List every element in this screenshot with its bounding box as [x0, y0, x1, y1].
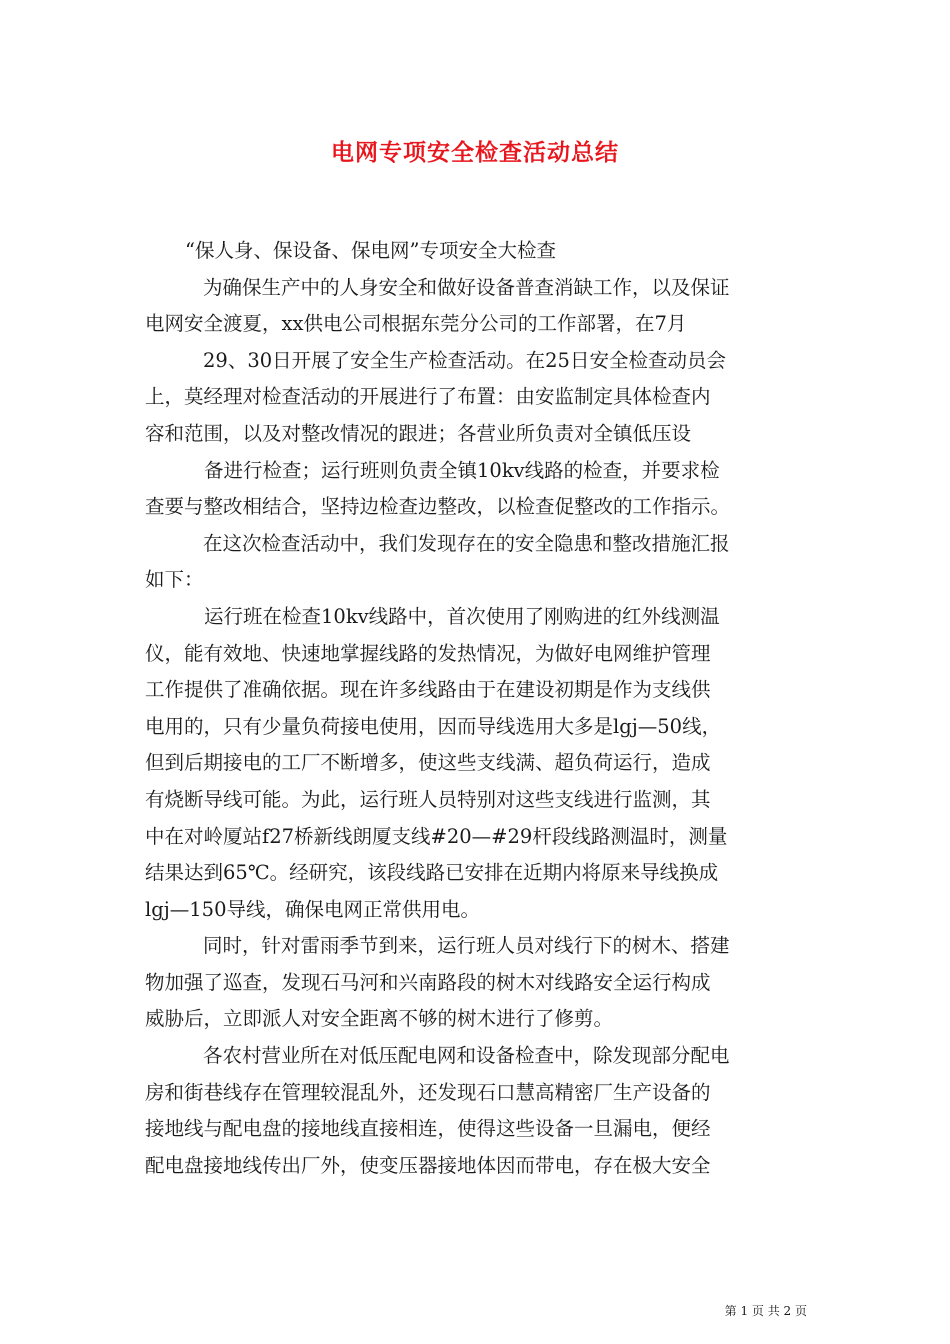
paragraph-line: 上，莫经理对检查活动的开展进行了布置：由安监制定具体检查内 [145, 385, 711, 409]
paragraph-line: 29、30日开展了安全生产检查活动。在25日安全检查动员会 [203, 348, 726, 372]
paragraph-line: lgj—150导线，确保电网正常供用电。 [145, 897, 480, 921]
paragraph-line: “保人身、保设备、保电网”专项安全大检查 [185, 239, 556, 262]
paragraph-line: 为确保生产中的人身安全和做好设备普查消缺工作，以及保证 [203, 275, 730, 299]
paragraph-line: 同时，针对雷雨季节到来，运行班人员对线行下的树木、搭建 [203, 934, 730, 958]
paragraph-line: 各农村营业所在对低压配电网和设备检查中，除发现部分配电 [203, 1044, 730, 1068]
paragraph-line: 结果达到65℃。经研究，该段线路已安排在近期内将原来导线换成 [145, 861, 719, 885]
paragraph-line: 备进行检查；运行班则负责全镇10kv线路的检查，并要求检 [204, 458, 720, 482]
paragraph-line: 中在对岭厦站f27桥新线朗厦支线#20—#29杆段线路测温时，测量 [145, 824, 728, 848]
paragraph-line: 但到后期接电的工厂不断增多，使这些支线满、超负荷运行，造成 [145, 751, 711, 775]
paragraph-line: 电用的，只有少量负荷接电使用，因而导线选用大多是lgj—50线， [145, 714, 722, 738]
document-body [145, 233, 813, 1184]
paragraph-line: 在这次检查活动中，我们发现存在的安全隐患和整改措施汇报 [203, 531, 730, 555]
paragraph-line: 有烧断导线可能。为此，运行班人员特别对这些支线进行监测，其 [145, 787, 711, 811]
paragraph-line: 房和街巷线存在管理较混乱外，还发现石口慧高精密厂生产设备的 [145, 1080, 711, 1104]
paragraph-line: 容和范围，以及对整改情况的跟进；各营业所负责对全镇低压设 [145, 421, 692, 445]
paragraph-line: 查要与整改相结合，坚持边检查边整改，以检查促整改的工作指示。 [145, 495, 731, 519]
paragraph-line: 工作提供了准确依据。现在许多线路由于在建设初期是作为支线供 [145, 678, 711, 702]
paragraph-line: 仪，能有效地、快速地掌握线路的发热情况，为做好电网维护管理 [145, 641, 711, 665]
page-number: 第 1 页 共 2 页 [724, 1304, 807, 1318]
paragraph-line: 接地线与配电盘的接地线直接相连，使得这些设备一旦漏电，便经 [145, 1117, 711, 1141]
document-title: 电网专项安全检查活动总结 [331, 139, 619, 166]
paragraph-line: 运行班在检查10kv线路中，首次使用了刚购进的红外线测温 [204, 604, 720, 628]
paragraph-line: 电网安全渡夏，xx供电公司根据东莞分公司的工作部署，在7月 [145, 312, 687, 336]
paragraph-line: 威胁后，立即派人对安全距离不够的树木进行了修剪。 [145, 1007, 614, 1031]
paragraph-line: 配电盘接地线传出厂外，使变压器接地体因而带电，存在极大安全 [145, 1153, 711, 1177]
paragraph-line: 物加强了巡查，发现石马河和兴南路段的树木对线路安全运行构成 [145, 970, 711, 994]
paragraph-line: 如下： [145, 568, 204, 592]
